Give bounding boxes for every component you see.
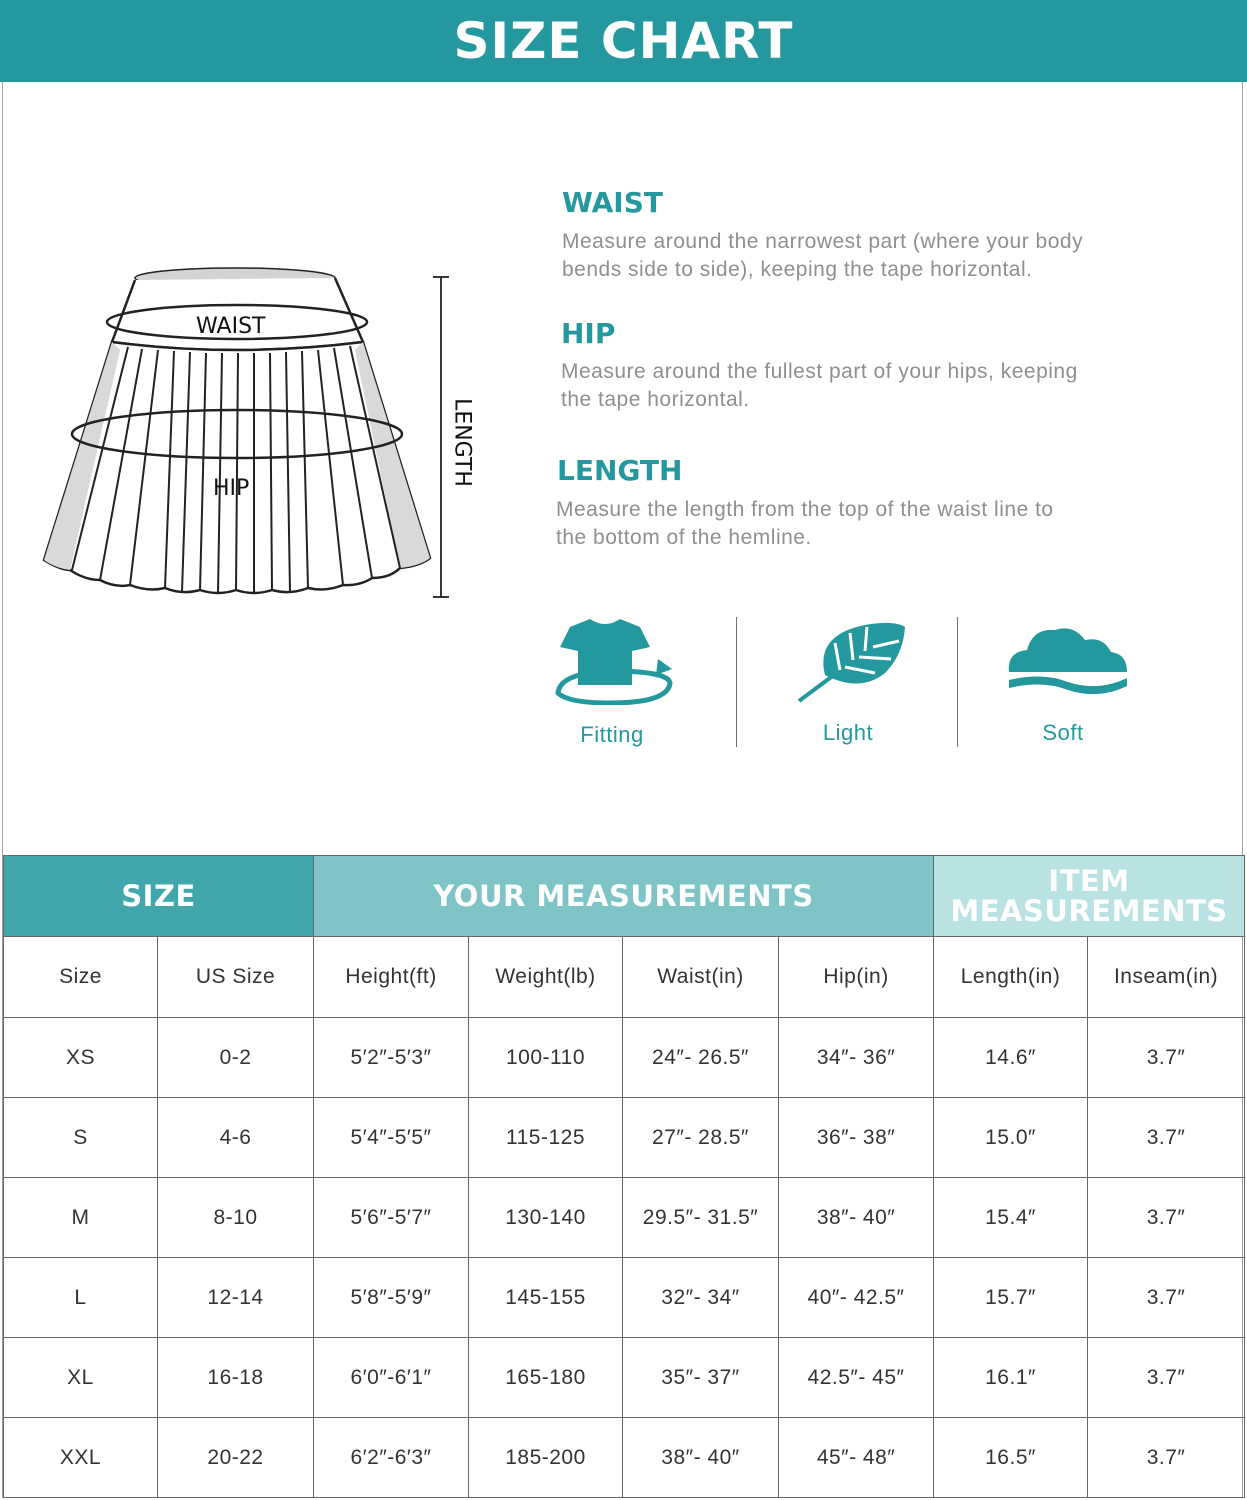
column-header: Size xyxy=(4,937,158,1018)
waist-diagram-label: WAIST xyxy=(196,314,266,339)
cloud-icon xyxy=(1003,622,1133,702)
table-cell: 4-6 xyxy=(158,1098,314,1178)
table-cell: 14.6″ xyxy=(934,1018,1088,1098)
table-row xyxy=(4,1018,1245,1098)
column-header: US Size xyxy=(158,937,314,1018)
table-cell: 34″- 36″ xyxy=(779,1018,934,1098)
table-cell: 16.1″ xyxy=(934,1338,1088,1418)
title-banner xyxy=(0,0,1247,82)
table-cell: 3.7″ xyxy=(1088,1258,1245,1338)
table-cell: 3.7″ xyxy=(1088,1098,1245,1178)
column-header: Hip(in) xyxy=(779,937,934,1018)
table-cell: 16-18 xyxy=(158,1338,314,1418)
table-cell: 27″- 28.5″ xyxy=(623,1098,779,1178)
column-header: Length(in) xyxy=(934,937,1088,1018)
table-cell: 3.7″ xyxy=(1088,1338,1245,1418)
guide-length-heading: LENGTH xyxy=(557,454,683,487)
table-cell: 3.7″ xyxy=(1088,1018,1245,1098)
feature-fitting-label: Fitting xyxy=(580,722,644,747)
table-cell: 6′2″-6′3″ xyxy=(314,1418,469,1498)
column-header: Weight(lb) xyxy=(469,937,623,1018)
feature-soft-label: Soft xyxy=(1042,720,1084,745)
length-diagram-label: LENGTH xyxy=(449,398,475,487)
table-cell: 185-200 xyxy=(469,1418,623,1498)
column-header: Waist(in) xyxy=(623,937,779,1018)
table-cell: 15.0″ xyxy=(934,1098,1088,1178)
table-cell: 100-110 xyxy=(469,1018,623,1098)
table-row xyxy=(4,1258,1245,1338)
column-header: Height(ft) xyxy=(314,937,469,1018)
column-header: Inseam(in) xyxy=(1088,937,1245,1018)
length-marker xyxy=(433,277,449,597)
table-cell: 24″- 26.5″ xyxy=(623,1018,779,1098)
table-cell: 38″- 40″ xyxy=(779,1178,934,1258)
table-cell: 42.5″- 45″ xyxy=(779,1338,934,1418)
table-cell: S xyxy=(4,1098,158,1178)
table-cell: 8-10 xyxy=(158,1178,314,1258)
table-row xyxy=(4,1098,1245,1178)
shirt-fitting-icon xyxy=(550,615,680,705)
table-cell: 165-180 xyxy=(469,1338,623,1418)
guide-hip-text: Measure around the fullest part of your hips, keeping the tape horizontal. xyxy=(561,360,1078,411)
table-cell: M xyxy=(4,1178,158,1258)
table-cell: 40″- 42.5″ xyxy=(779,1258,934,1338)
table-cell: XXL xyxy=(4,1418,158,1498)
guide-waist-heading: WAIST xyxy=(562,186,663,219)
guide-waist-text: Measure around the narrowest part (where your body bends side to side), keeping the tape horizontal. xyxy=(562,230,1084,281)
table-cell: 130-140 xyxy=(469,1178,623,1258)
leaf-icon xyxy=(795,615,915,705)
table-cell: 0-2 xyxy=(158,1018,314,1098)
table-cell: 38″- 40″ xyxy=(623,1418,779,1498)
table-cell: 115-125 xyxy=(469,1098,623,1178)
table-cell: 3.7″ xyxy=(1088,1418,1245,1498)
table-cell: XL xyxy=(4,1338,158,1418)
table-cell: 145-155 xyxy=(469,1258,623,1338)
table-cell: XS xyxy=(4,1018,158,1098)
page-title: SIZE CHART xyxy=(453,12,794,70)
table-cell: 5′2″-5′3″ xyxy=(314,1018,469,1098)
feature-divider-1 xyxy=(736,617,737,747)
table-cell: 5′6″-5′7″ xyxy=(314,1178,469,1258)
skirt-diagram xyxy=(30,250,500,620)
guide-length-text: Measure the length from the top of the waist line to the bottom of the hemline. xyxy=(556,498,1054,549)
table-row xyxy=(4,1178,1245,1258)
table-cell: 5′4″-5′5″ xyxy=(314,1098,469,1178)
group-size: SIZE xyxy=(4,856,314,937)
table-cell: 32″- 34″ xyxy=(623,1258,779,1338)
group-your-measurements: YOUR MEASUREMENTS xyxy=(314,856,934,937)
size-table xyxy=(3,855,1245,1498)
feature-divider-2 xyxy=(957,617,958,747)
table-cell: 36″- 38″ xyxy=(779,1098,934,1178)
table-cell: 5′8″-5′9″ xyxy=(314,1258,469,1338)
table-cell: 12-14 xyxy=(158,1258,314,1338)
table-cell: 20-22 xyxy=(158,1418,314,1498)
table-cell: 29.5″- 31.5″ xyxy=(623,1178,779,1258)
hip-diagram-label: HIP xyxy=(213,476,250,501)
table-cell: 16.5″ xyxy=(934,1418,1088,1498)
table-cell: L xyxy=(4,1258,158,1338)
feature-light-label: Light xyxy=(822,720,874,745)
table-cell: 15.4″ xyxy=(934,1178,1088,1258)
group-item-measurements: ITEM MEASUREMENTS xyxy=(934,856,1245,937)
table-cell: 15.7″ xyxy=(934,1258,1088,1338)
table-row xyxy=(4,1338,1245,1418)
table-cell: 45″- 48″ xyxy=(779,1418,934,1498)
table-cell: 3.7″ xyxy=(1088,1178,1245,1258)
table-group-header xyxy=(4,856,1245,937)
table-column-header xyxy=(4,937,1245,1018)
table-row xyxy=(4,1418,1245,1498)
guide-hip-heading: HIP xyxy=(561,317,616,350)
table-cell: 35″- 37″ xyxy=(623,1338,779,1418)
table-cell: 6′0″-6′1″ xyxy=(314,1338,469,1418)
